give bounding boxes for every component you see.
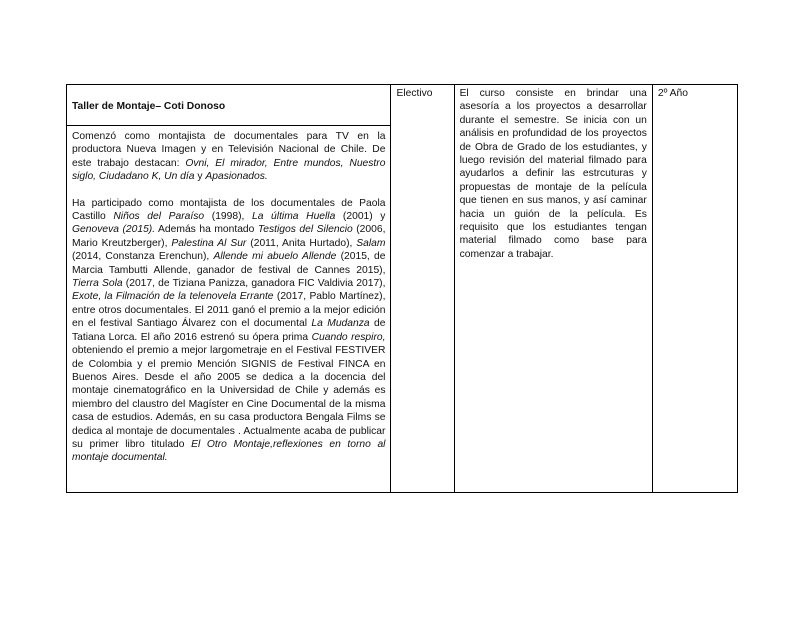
- instructor-bio: [67, 126, 390, 465]
- text-run: obteniendo el premio a mejor largometraje en el Festival FESTIVER de Colombia y el premio Mención SIGNIS de Festival FINCA en Buenos Aires. Desde el año 2005 se dedica a la docencia del montaje cinematográfico en la Universidad de Chile y además es miembro del claustro del Magíster en Cine Documental de la misma casa de estudios. Además, en su casa productora Bengala Films se dedica al montaje de documentales . Actualmente acaba de publicar su primer libro titulado: [72, 345, 386, 450]
- text-run: (2017, Pablo Martínez), entre otros documentales. El 2011 ganó el premio a la mejor edición en el festival Santiago Álvarez con el documental: [72, 291, 386, 330]
- course-type-cell: [391, 85, 454, 493]
- italic-title-run: Palestina Al Sur: [171, 237, 247, 249]
- italic-title-run: Cuando respiro,: [311, 331, 386, 343]
- italic-title-run: Testigos del Silencio: [257, 224, 353, 236]
- text-run: de Tatiana Lorca. El año 2016 estrenó su ópera prima: [72, 318, 386, 343]
- instructor-bio-cell: [67, 126, 391, 493]
- italic-title-run: Apasionados.: [205, 171, 268, 183]
- course-description-cell: [454, 85, 652, 493]
- text-run: (2011, Anita Hurtado),: [246, 237, 357, 249]
- text-run: (2001) y: [335, 211, 386, 223]
- italic-title-run: Ovni, El mirador, Entre mundos, Nuestro siglo, Ciudadano K, Un día: [72, 157, 386, 183]
- italic-title-run: Niños del Paraíso: [113, 211, 205, 223]
- text-run: (2014, Constanza Erenchun),: [72, 251, 214, 263]
- bio-paragraph-2: [72, 197, 385, 465]
- italic-title-run: Genoveva (2015).: [72, 224, 156, 236]
- text-run: (2017, de Tiziana Panizza, ganadora FIC Valdivia 2017),: [122, 278, 386, 290]
- course-table: [66, 84, 738, 493]
- text-run: (2015, de Marcia Tambutti Allende, ganador de festival de Cannes 2015),: [72, 251, 386, 276]
- italic-title-run: El Otro Montaje,reflexiones en torno al montaje documental.: [72, 438, 386, 464]
- text-run: Comenzó como montajista de documentales para TV en la productora Nueva Imagen y en Televisión Nacional de Chile. De este trabajo destacan:: [72, 131, 386, 169]
- text-run: (2006, Mario Kreutzberger),: [72, 224, 386, 249]
- course-year-cell: [652, 85, 737, 493]
- text-run: Además ha montado: [155, 224, 258, 236]
- italic-title-run: Allende mi abuelo Allende: [213, 251, 337, 263]
- italic-title-run: Tierra Sola: [72, 278, 123, 290]
- course-year: 2º Año: [657, 88, 688, 99]
- course-title-cell: [67, 85, 391, 126]
- italic-title-run: La última Huella: [252, 211, 336, 223]
- italic-title-run: Salam: [356, 237, 386, 249]
- course-title: Taller de Montaje– Coti Donoso: [72, 101, 226, 112]
- italic-title-run: Exote, la Filmación de la telenovela Errante: [72, 291, 274, 303]
- text-run: Ha participado como montajista de los documentales de Paola Castillo: [72, 197, 386, 223]
- bio-paragraph-1: [72, 130, 385, 184]
- course-type: Electivo: [396, 88, 433, 99]
- table-row: [67, 85, 738, 126]
- text-run: y: [194, 171, 206, 183]
- course-description: El curso consiste en brindar una asesoría a los proyectos a desarrollar durante el semestre. Se inicia con un análisis en profundidad de los proyectos de Obra de Grado de los estudiantes, y luego revisión del material filmado para ayudarlos a definir las estrcuturas y propuestas de montaje de la película que tienen en sus manos, y así caminar hacia un guión de la película. Es requisito que los estudiantes tengan material filmado como base para comenzar a trabajar.: [459, 88, 647, 260]
- italic-title-run: La Mudanza: [311, 318, 370, 330]
- text-run: (1998),: [204, 211, 252, 223]
